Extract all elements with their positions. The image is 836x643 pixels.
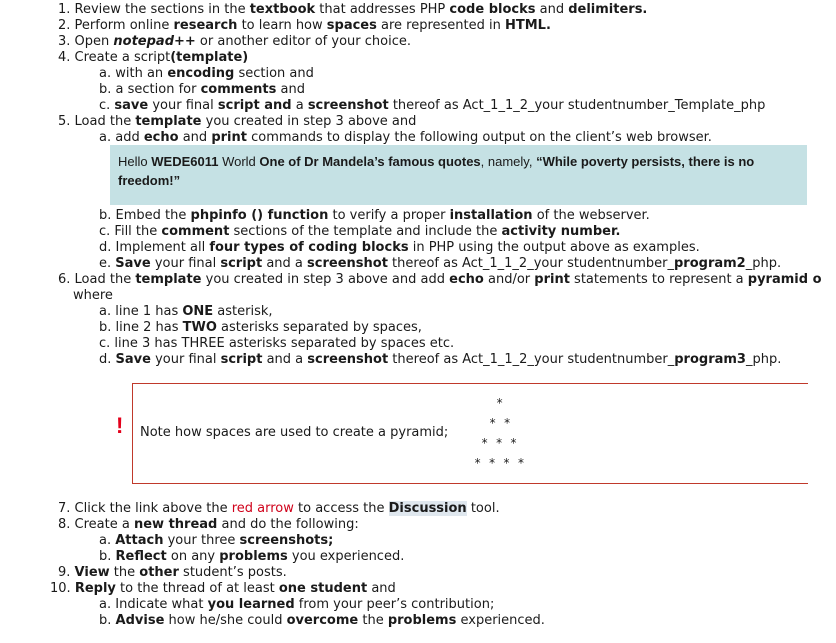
step-text: line 3 has THREE asterisks separated by spaces etc.: [114, 336, 455, 351]
step-bold: installation: [449, 208, 533, 223]
step-bold: print: [211, 130, 247, 145]
step-text: _php.: [745, 256, 782, 271]
step-text: a: [291, 98, 308, 113]
step-bold: overcome: [286, 613, 359, 628]
step-text: you created in step 3 above and add: [201, 272, 450, 287]
step-bold: screenshots;: [239, 533, 334, 548]
step-8a: [99, 533, 333, 549]
substep-letter: a.: [99, 66, 112, 81]
step-text: and: [535, 2, 569, 17]
step-text: are represented in: [376, 18, 505, 33]
step-number: 4.: [58, 50, 71, 65]
pyramid-row-2: * *: [489, 416, 511, 430]
substep-letter: b.: [99, 320, 112, 335]
step-text: how he/she could: [164, 613, 287, 628]
step-number: 7.: [58, 501, 71, 516]
step-text: you created in step 3 above and: [201, 114, 417, 129]
step-9: [58, 565, 287, 581]
step-7: [58, 501, 500, 517]
quote-intro: One of Dr Mandela’s famous quotes: [259, 154, 481, 169]
step-bold: Save: [115, 256, 151, 271]
substep-letter: a.: [99, 597, 112, 612]
step-bold: print: [534, 272, 570, 287]
step-bold: TWO: [182, 320, 217, 335]
step-10: [50, 581, 396, 597]
step-bold: activity number.: [501, 224, 621, 239]
sample-output-text: [118, 152, 808, 190]
step-text: Load the: [74, 272, 136, 287]
step-text: in PHP using the output above as examples.: [408, 240, 700, 255]
step-text: of the webserver.: [532, 208, 650, 223]
step-bold: screenshot: [307, 256, 388, 271]
pyramid-row-4: * * * *: [474, 456, 525, 470]
step-text: or another editor of your choice.: [195, 34, 411, 49]
step-6b: [99, 320, 422, 336]
substep-letter: b.: [99, 208, 112, 223]
pyramid-row-3: * * *: [481, 436, 518, 450]
step-text: and do the following:: [217, 517, 359, 532]
step-8: [58, 517, 359, 533]
step-bold: program3: [674, 352, 746, 367]
step-text: Load the: [74, 114, 136, 129]
step-text: to access the: [293, 501, 389, 516]
step-bold: spaces: [326, 18, 377, 33]
step-bold: Reply: [74, 581, 116, 596]
step-text: you experienced.: [287, 549, 405, 564]
step-4b: [99, 82, 305, 98]
step-text: thereof as Act_1_1_2_your studentnumber_Template_php: [388, 98, 766, 113]
step-text: Click the link above the: [74, 501, 232, 516]
quote-module-code: WEDE6011: [151, 154, 219, 169]
substep-letter: c.: [99, 336, 111, 351]
step-text: Create a script: [74, 50, 171, 65]
red-arrow-text: red arrow: [231, 501, 294, 516]
step-text: Indicate what: [115, 597, 208, 612]
step-bold: other: [139, 565, 179, 580]
step-text: and: [367, 581, 396, 596]
step-text: and a: [262, 256, 308, 271]
step-text: a section for: [115, 82, 201, 97]
step-bold: Advise: [115, 613, 165, 628]
step-8b: [99, 549, 404, 565]
step-text: section and: [234, 66, 314, 81]
step-bold: ONE: [182, 304, 214, 319]
step-bold: echo: [449, 272, 484, 287]
step-number: 9.: [58, 565, 71, 580]
step-bold: HTML.: [505, 18, 551, 33]
step-bold: Reflect: [115, 549, 167, 564]
substep-letter: a.: [99, 304, 112, 319]
step-bold: textbook: [249, 2, 316, 17]
step-text: line 1 has: [115, 304, 183, 319]
step-text: Open: [74, 34, 114, 49]
step-text: Embed the: [115, 208, 191, 223]
step-text: to verify a proper: [328, 208, 450, 223]
discussion-link[interactable]: Discussion: [388, 501, 467, 516]
step-5d: [99, 240, 700, 256]
step-text: and a: [262, 352, 308, 367]
step-5e: [99, 256, 781, 272]
step-6a: [99, 304, 273, 320]
step-bold: one student: [278, 581, 368, 596]
exclamation-icon: !: [116, 413, 124, 438]
quote-namely: , namely,: [480, 154, 537, 169]
substep-letter: b.: [99, 82, 112, 97]
step-3: [58, 34, 411, 50]
step-text: your final: [150, 352, 221, 367]
step-bold: (template): [170, 50, 249, 65]
step-bold: screenshot: [307, 98, 389, 113]
sample-output-box: [110, 145, 807, 205]
step-5a: [99, 130, 712, 146]
step-text: Fill the: [114, 224, 162, 239]
step-bold: phpinfo () function: [190, 208, 329, 223]
step-text: your three: [163, 533, 240, 548]
step-10b: [99, 613, 545, 629]
step-bold: save: [114, 98, 149, 113]
step-text: Create a: [74, 517, 134, 532]
step-bold: Attach: [115, 533, 164, 548]
step-text: from your peer’s contribution;: [294, 597, 495, 612]
substep-letter: a.: [99, 533, 112, 548]
step-text: line 2 has: [115, 320, 183, 335]
step-bold: script: [220, 256, 263, 271]
step-1: [58, 2, 647, 18]
pyramid-note-text: Note how spaces are used to create a pyramid;: [140, 425, 449, 440]
step-4: [58, 50, 248, 66]
step-6: [58, 272, 822, 288]
quote-hello: Hello: [118, 154, 152, 169]
step-bold: pyramid o: [747, 272, 822, 287]
step-bold: four types of coding blocks: [209, 240, 409, 255]
step-number: 2.: [58, 18, 71, 33]
step-5: [58, 114, 416, 130]
step-text: thereof as Act_1_1_2_your studentnumber_: [388, 352, 675, 367]
step-text: with an: [115, 66, 168, 81]
step-bold: new thread: [133, 517, 218, 532]
step-text: your final: [150, 256, 221, 271]
step-10a: [99, 597, 494, 613]
step-number: 6.: [58, 272, 71, 287]
substep-letter: b.: [99, 549, 112, 564]
step-text: tool.: [466, 501, 500, 516]
step-bold: comment: [161, 224, 230, 239]
step-bold: script: [220, 352, 263, 367]
step-bold: script and: [217, 98, 292, 113]
step-text: that addresses PHP: [315, 2, 450, 17]
step-text: Review the sections in the: [74, 2, 250, 17]
step-bold: echo: [143, 130, 179, 145]
step-text: add: [115, 130, 144, 145]
step-bold: delimiters.: [568, 2, 648, 17]
step-text: your final: [148, 98, 218, 113]
step-text: to the thread of at least: [115, 581, 279, 596]
step-bold: problems: [387, 613, 457, 628]
step-text: commands to display the following output on the client’s web browser.: [246, 130, 712, 145]
step-bold: problems: [219, 549, 288, 564]
substep-letter: a.: [99, 130, 112, 145]
step-text: the: [358, 613, 388, 628]
step-5b: [99, 208, 650, 224]
step-number: 8.: [58, 517, 71, 532]
step-text: experienced.: [456, 613, 545, 628]
substep-letter: e.: [99, 256, 112, 271]
step-5c: [99, 224, 620, 240]
step-bold: notepad++: [113, 34, 196, 49]
step-bold: research: [173, 18, 238, 33]
step-text: and/or: [483, 272, 535, 287]
step-bold: you learned: [207, 597, 295, 612]
step-4c: [99, 98, 765, 114]
step-6d: [99, 352, 781, 368]
step-text: thereof as Act_1_1_2_your studentnumber_: [387, 256, 674, 271]
step-bold: screenshot: [307, 352, 389, 367]
step-6-where: where: [73, 288, 113, 303]
step-text: to learn how: [237, 18, 327, 33]
step-bold: code blocks: [449, 2, 536, 17]
step-text: statements to represent a: [569, 272, 748, 287]
substep-letter: c.: [99, 98, 111, 113]
step-bold: Save: [115, 352, 151, 367]
step-number: 5.: [58, 114, 71, 129]
step-text: student’s posts.: [178, 565, 287, 580]
step-number: 3.: [58, 34, 71, 49]
step-text: and: [178, 130, 212, 145]
quote-mandela: “While poverty persists, there is no freedom!”: [118, 154, 755, 188]
step-number: 1.: [58, 2, 71, 17]
step-bold: program2: [674, 256, 746, 271]
step-4a: [99, 66, 314, 82]
step-bold: encoding: [167, 66, 235, 81]
step-text: _php.: [745, 352, 782, 367]
step-bold: comments: [200, 82, 277, 97]
step-text: and: [276, 82, 305, 97]
step-text: asterisk,: [213, 304, 273, 319]
step-6c: [99, 336, 454, 352]
step-bold: View: [74, 565, 110, 580]
substep-letter: c.: [99, 224, 111, 239]
step-text: Implement all: [115, 240, 210, 255]
quote-world: World: [218, 154, 260, 169]
step-text: the: [109, 565, 140, 580]
substep-letter: b.: [99, 613, 112, 628]
pyramid-row-1: *: [496, 396, 504, 410]
step-bold: template: [135, 272, 202, 287]
substep-letter: d.: [99, 240, 112, 255]
step-bold: template: [135, 114, 202, 129]
step-text: Perform online: [74, 18, 174, 33]
substep-letter: d.: [99, 352, 112, 367]
step-number: 10.: [50, 581, 71, 596]
step-text: sections of the template and include the: [229, 224, 502, 239]
step-2: [58, 18, 551, 34]
step-text: asterisks separated by spaces,: [216, 320, 422, 335]
step-text: on any: [166, 549, 220, 564]
